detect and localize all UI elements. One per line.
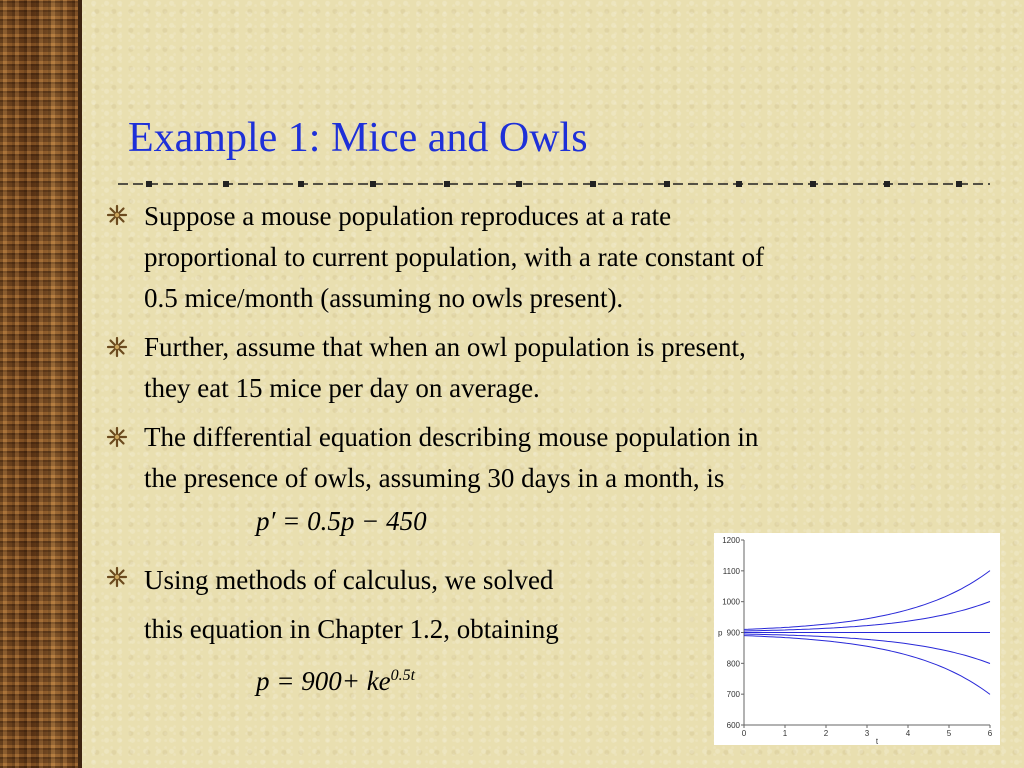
bullet-3-line-1: The differential equation describing mouse population in [144, 422, 759, 452]
bullet-4 [144, 556, 559, 654]
series-line-k=10 [744, 571, 990, 630]
bullet-4-line-1: Using methods of calculus, we solved [144, 565, 554, 595]
slide-title: Example 1: Mice and Owls [128, 115, 588, 161]
y-tick-label: 1000 [722, 597, 740, 607]
y-tick-label: 700 [726, 690, 740, 700]
y-tick-label: 1100 [722, 566, 740, 576]
x-axis-label: t [875, 737, 879, 745]
x-tick-label: 1 [782, 729, 788, 738]
solution-curves-chart [714, 533, 1000, 745]
bullet-1-line-3: 0.5 mice/month (assuming no owls present). [144, 283, 624, 313]
differential-equation: p′ = 0.5p − 450 [256, 506, 427, 536]
x-tick-label: 0 [741, 729, 747, 738]
x-tick-label: 3 [864, 729, 870, 738]
x-tick-label: 4 [905, 729, 911, 738]
star-bullet-icon [106, 426, 128, 448]
y-tick-label: 900 [726, 628, 740, 638]
bullet-1 [144, 196, 764, 319]
chart-svg [714, 533, 1000, 745]
decorative-wood-strip [0, 0, 78, 768]
bullet-2-line-2: they eat 15 mice per day on average. [144, 373, 540, 403]
bullet-4-line-2: this equation in Chapter 1.2, obtaining [144, 614, 559, 644]
series-line-k=-10 [744, 636, 990, 695]
star-bullet-icon [106, 336, 128, 358]
star-bullet-icon [106, 566, 128, 588]
x-tick-label: 5 [946, 729, 952, 738]
x-tick-label: 6 [987, 729, 993, 738]
y-tick-label: 1200 [722, 536, 740, 545]
solution-equation [256, 666, 415, 697]
bullet-2-line-1: Further, assume that when an owl population is present, [144, 332, 746, 362]
strip-edge [78, 0, 82, 768]
x-tick-label: 2 [823, 729, 829, 738]
star-bullet-icon [106, 204, 128, 226]
title-divider [118, 178, 990, 190]
solution-lhs: p = 900+ ke [256, 666, 391, 696]
bullet-1-line-1: Suppose a mouse population reproduces at a rate [144, 201, 672, 231]
bullet-1-line-2: proportional to current population, with a rate constant of [144, 242, 765, 272]
y-axis-label: p [718, 628, 723, 638]
bullet-3 [144, 417, 758, 499]
bullet-2 [144, 327, 746, 409]
solution-exponent: 0.5t [390, 667, 416, 684]
series-line-k=5 [744, 602, 990, 632]
y-tick-label: 600 [726, 721, 740, 730]
bullet-3-line-2: the presence of owls, assuming 30 days in a month, is [144, 463, 725, 493]
series-line-k=-5 [744, 634, 990, 664]
y-tick-label: 800 [726, 659, 740, 669]
